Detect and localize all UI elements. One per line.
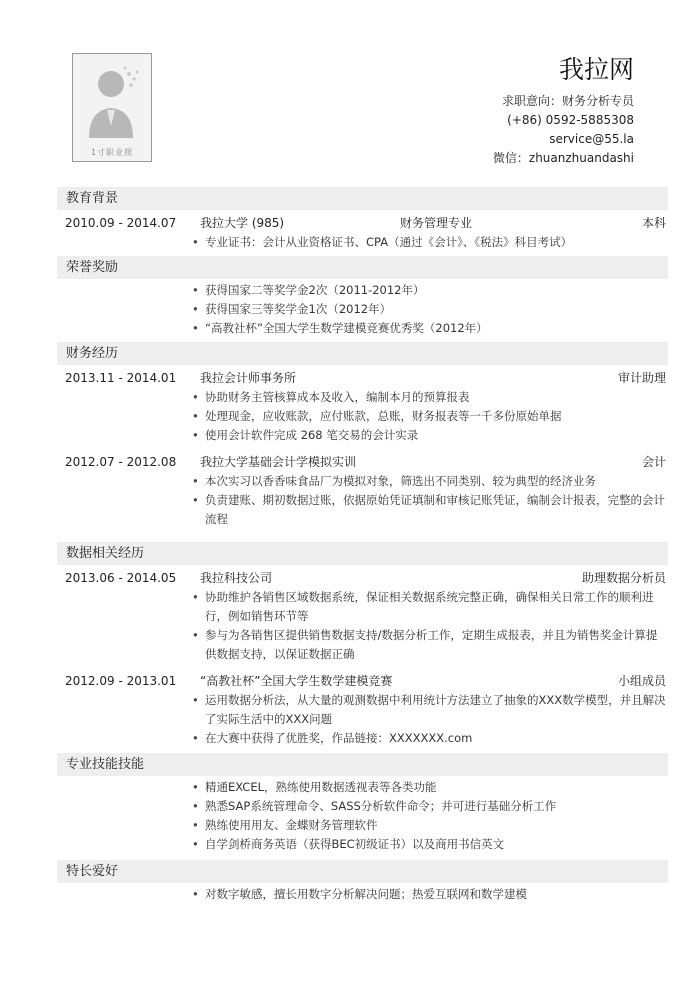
hobbies-section xyxy=(57,860,668,904)
bullet-list xyxy=(192,388,666,445)
entry-date: 2013.06 - 2014.05 xyxy=(65,571,177,585)
bullet-list xyxy=(192,472,666,529)
wechat-id: 微信：zhuanzhuandashi xyxy=(492,151,634,165)
organization: “高教社杯”全国大学生数学建模竞赛 xyxy=(200,674,393,688)
skills-section xyxy=(57,753,668,854)
job-role: 会计 xyxy=(641,455,666,469)
entry-date: 2012.07 - 2012.08 xyxy=(65,455,177,469)
section-title: 财务经历 xyxy=(57,342,668,365)
list-item: • 熟悉SAP系统管理命令、SASS分析软件命令；并可进行基础分析工作 xyxy=(192,797,666,816)
profile-photo xyxy=(72,53,152,162)
bullet-list xyxy=(192,885,666,904)
list-item: • 协助维护各销售区域数据系统，保证相关数据系统完整正确，确保相关日常工作的顺利进行，例如销售环节等 xyxy=(192,588,666,626)
entry-date: 2010.09 - 2014.07 xyxy=(65,216,177,230)
job-role: 审计助理 xyxy=(617,371,666,385)
section-title: 荣誉奖励 xyxy=(57,256,668,279)
list-item: • 负责建账、期初数据过账，依据原始凭证填制和审核记账凭证，编制会计报表，完整的会计流程 xyxy=(192,491,666,529)
list-item: • 熟练使用用友、金蝶财务管理软件 xyxy=(192,816,666,835)
education-row xyxy=(65,213,666,233)
section-title: 教育背景 xyxy=(57,187,668,210)
contact-block xyxy=(493,52,634,168)
organization: 我拉科技公司 xyxy=(200,571,273,585)
list-item: • 协助财务主管核算成本及收入，编制本月的预算报表 xyxy=(192,388,666,407)
education-section xyxy=(57,187,668,252)
list-item: • “高教社杯”全国大学生数学建模竞赛优秀奖（2012年） xyxy=(192,319,666,338)
list-item: • 参与为各销售区提供销售数据支持/数据分析工作，定期生成报表，并且为销售奖金计算提供数据支持，以保证数据正确 xyxy=(192,626,666,664)
honors-section xyxy=(57,256,668,338)
phone-number: (+86) 0592-5885308 xyxy=(507,113,634,127)
list-item: • 专业证书：会计从业资格证书、CPA（通过《会计》、《税法》科目考试） xyxy=(192,233,666,252)
list-item: • 自学剑桥商务英语（获得BEC初级证书）以及商用书信英文 xyxy=(192,835,666,854)
entry-date: 2013.11 - 2014.01 xyxy=(65,371,177,385)
list-item: • 获得国家二等奖学金2次（2011-2012年） xyxy=(192,281,666,300)
experience-row xyxy=(65,368,666,388)
experience-row xyxy=(65,452,666,472)
list-item: • 运用数据分析法，从大量的观测数据中利用统计方法建立了抽象的XXX数学模型，并且解决了实际生活中的XXX问题 xyxy=(192,691,666,729)
data-experience-section xyxy=(57,542,668,748)
bullet-list xyxy=(192,281,666,338)
list-item: • 获得国家三等奖学金1次（2012年） xyxy=(192,300,666,319)
organization: 我拉会计师事务所 xyxy=(200,371,297,385)
section-title: 专业技能技能 xyxy=(57,753,668,776)
list-item: • 使用会计软件完成 268 笔交易的会计实录 xyxy=(192,426,666,445)
job-role: 助理数据分析员 xyxy=(581,571,666,585)
degree: 本科 xyxy=(641,216,666,230)
email-address[interactable]: service@55.la xyxy=(549,132,634,146)
bullet-list xyxy=(192,691,666,748)
bullet-list xyxy=(192,778,666,854)
job-intention: 求职意向：财务分析专员 xyxy=(501,94,634,108)
photo-caption: 1寸职业照 xyxy=(90,148,134,157)
job-role: 小组成员 xyxy=(617,674,666,688)
candidate-name: 我拉网 xyxy=(558,55,634,84)
entry-date: 2012.09 - 2013.01 xyxy=(65,674,177,688)
organization: 我拉大学基础会计学模拟实训 xyxy=(200,455,357,469)
major: 财务管理专业 xyxy=(400,216,473,230)
section-title: 数据相关经历 xyxy=(57,542,668,565)
bullet-list xyxy=(192,233,666,252)
experience-row xyxy=(65,568,666,588)
section-title: 特长爱好 xyxy=(57,860,668,883)
experience-row xyxy=(65,671,666,691)
list-item: • 本次实习以香香味食品厂为模拟对象，筛选出不同类别、较为典型的经济业务 xyxy=(192,472,666,491)
finance-section xyxy=(57,342,668,529)
bullet-list xyxy=(192,588,666,664)
list-item: • 处理现金，应收账款，应付账款，总账，财务报表等一千多份原始单据 xyxy=(192,407,666,426)
list-item: • 对数字敏感，擅长用数字分析解决问题；热爱互联网和数学建模 xyxy=(192,885,666,904)
list-item: • 在大赛中获得了优胜奖，作品链接：XXXXXXX.com xyxy=(192,729,666,748)
school-name: 我拉大学 (985) xyxy=(200,216,285,230)
list-item: • 精通EXCEL，熟练使用数据透视表等各类功能 xyxy=(192,778,666,797)
